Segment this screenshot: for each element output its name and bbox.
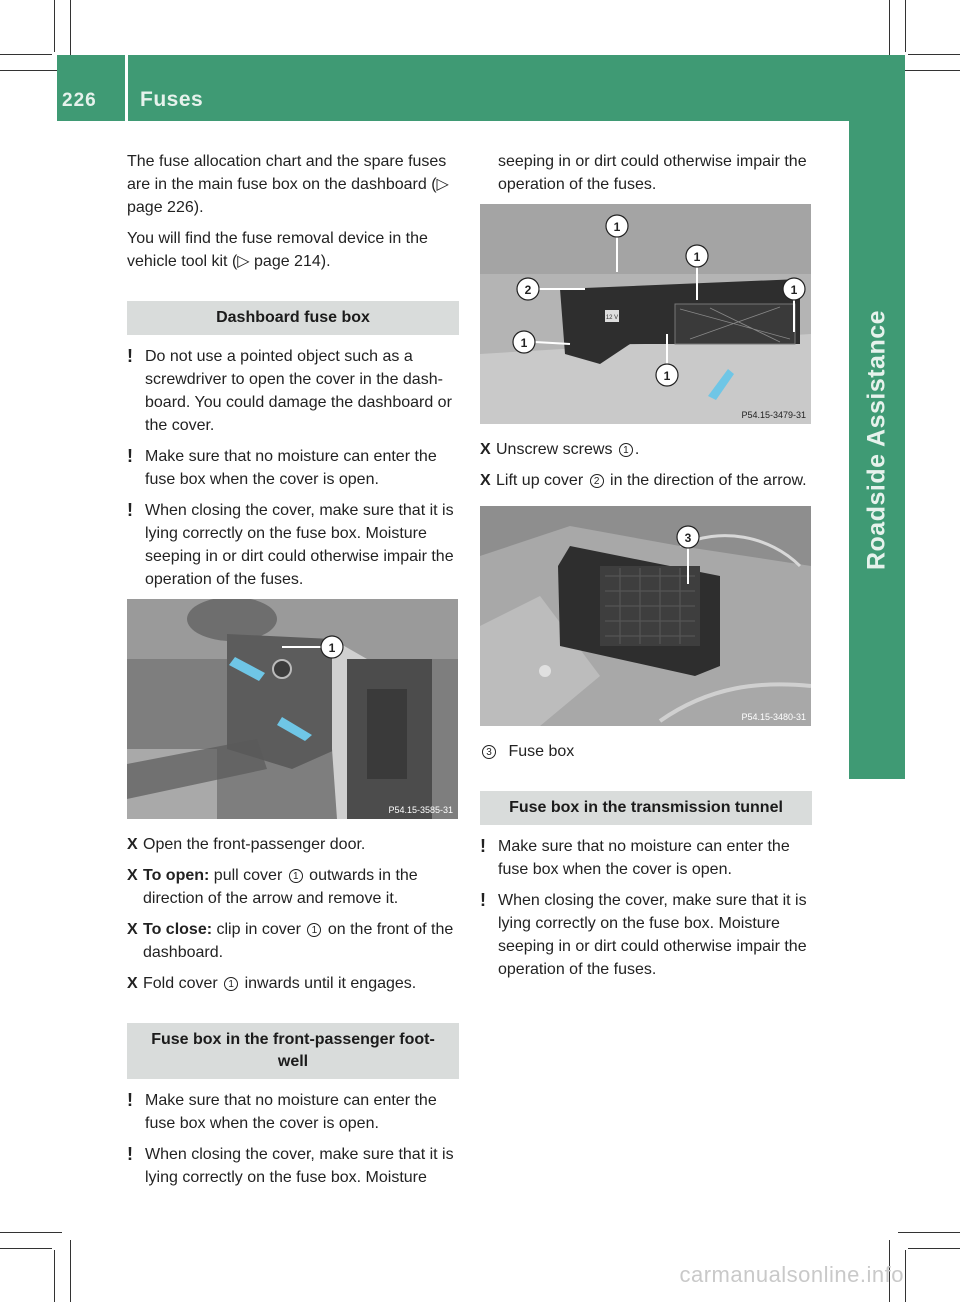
step-label: To open: — [143, 867, 210, 884]
warning-icon: ! — [480, 836, 486, 856]
crop-mark — [70, 1240, 71, 1302]
warning-note — [480, 835, 812, 881]
dashboard-fuse-cover-photo — [127, 599, 458, 819]
instruction-step — [127, 972, 459, 995]
instruction-step — [127, 864, 459, 910]
crop-mark — [908, 1248, 960, 1249]
fuse-label: 12 V — [605, 315, 619, 321]
right-column — [480, 150, 812, 989]
callout-label: 3 — [684, 531, 692, 545]
callout-label: 1 — [663, 369, 671, 383]
warning-note — [127, 1089, 459, 1135]
warning-text: Make sure that no moisture can enter the fuse box when the cover is open. — [498, 838, 790, 878]
warning-text: Do not use a pointed object such as a screwdriver to open the cover in the dash-board. You could damage the dashboard or the cover. — [145, 348, 452, 434]
warning-text: When closing the cover, make sure that it is lying correctly on the fuse box. Moisture seeping in or dirt could otherwise impair the operation of the fuses. — [498, 892, 807, 978]
step-marker-icon: X — [480, 472, 491, 489]
footwell-photo-illustration — [480, 204, 811, 424]
step-marker-icon: X — [127, 975, 138, 992]
step-marker-icon: X — [127, 867, 138, 884]
left-column — [127, 150, 459, 1197]
warning-note — [127, 499, 459, 591]
crop-mark — [908, 54, 960, 55]
footer-watermark: carmanualsonline.info — [679, 1262, 904, 1287]
step-marker-icon: X — [127, 921, 138, 938]
page-title: Fuses — [140, 88, 204, 111]
page-number: 226 — [62, 90, 97, 111]
callout-ref: 3 — [482, 745, 496, 759]
intro-paragraph: You will find the fuse removal device in the vehicle tool kit (▷ page 214). — [127, 230, 428, 270]
dashboard-photo-illustration — [127, 599, 458, 819]
instruction-step — [127, 918, 459, 964]
crop-mark — [54, 0, 55, 52]
step-text: inwards until it engages. — [240, 975, 417, 992]
warning-icon: ! — [127, 346, 133, 366]
callout-label: 1 — [693, 250, 701, 264]
step-label: To close: — [143, 921, 213, 938]
warning-icon: ! — [127, 1090, 133, 1110]
step-text: clip in cover — [212, 921, 306, 938]
crop-mark — [54, 1250, 55, 1302]
instruction-step — [480, 438, 812, 461]
step-text: Fold cover — [143, 975, 223, 992]
crop-mark — [898, 1232, 960, 1233]
figure-code: P54.15-3585-31 — [388, 805, 453, 815]
step-text: Lift up cover — [496, 472, 588, 489]
crop-mark — [898, 70, 960, 71]
step-text: . — [634, 441, 640, 458]
step-text: pull cover — [209, 867, 287, 884]
warning-icon: ! — [127, 500, 133, 520]
crop-mark — [905, 0, 906, 52]
section-heading-tunnel: Fuse box in the transmission tunnel — [480, 791, 812, 825]
step-text: on the front of the dashboard. — [143, 921, 454, 961]
section-heading-dashboard: Dashboard fuse box — [127, 301, 459, 335]
callout-label: 1 — [613, 220, 621, 234]
step-text: outwards in the direction of the arrow and remove it. — [143, 867, 418, 907]
legend-text: Fuse box — [508, 743, 575, 760]
crop-mark — [905, 1250, 906, 1302]
section-heading-footwell: Fuse box in the front-passenger foot-well — [127, 1023, 459, 1079]
warning-icon: ! — [127, 446, 133, 466]
chapter-tab-label: Roadside Assistance — [862, 309, 891, 571]
warning-icon: ! — [127, 1144, 133, 1164]
warning-text: Make sure that no moisture can enter the fuse box when the cover is open. — [145, 1092, 437, 1132]
step-text: Unscrew screws — [496, 441, 617, 458]
warning-note — [127, 345, 459, 437]
continued-text: seeping in or dirt could otherwise impair the operation of the fuses. — [498, 153, 807, 193]
callout-label: 1 — [328, 641, 336, 655]
callout-ref: 1 — [307, 923, 321, 937]
fuse-box-photo — [480, 506, 811, 726]
callout-ref: 2 — [590, 474, 604, 488]
callout-label: 1 — [520, 336, 528, 350]
warning-text: Make sure that no moisture can enter the fuse box when the cover is open. — [145, 448, 437, 488]
warning-text: When closing the cover, make sure that it is lying correctly on the fuse box. Moisture — [145, 1146, 454, 1186]
instruction-step — [480, 469, 812, 492]
callout-label: 2 — [524, 283, 532, 297]
crop-mark — [70, 0, 71, 62]
warning-note — [480, 889, 812, 981]
intro-paragraph: The fuse allocation chart and the spare fuses are in the main fuse box on the dashboard (▷ page 226). — [127, 153, 449, 216]
callout-ref: 1 — [619, 443, 633, 457]
step-marker-icon: X — [480, 441, 491, 458]
crop-mark — [0, 54, 52, 55]
callout-ref: 1 — [224, 977, 238, 991]
warning-note — [127, 1143, 459, 1189]
step-text: Open the front-passenger door. — [143, 836, 366, 853]
instruction-step — [127, 833, 459, 856]
warning-text: When closing the cover, make sure that it is lying correctly on the fuse box. Moisture seeping in or dirt could otherwise impair the operation of the fuses. — [145, 502, 454, 588]
crop-mark — [0, 70, 62, 71]
figure-legend — [480, 740, 812, 763]
crop-mark — [889, 0, 890, 62]
callout-ref: 1 — [289, 869, 303, 883]
step-text: in the direction of the arrow. — [605, 472, 807, 489]
step-marker-icon: X — [127, 836, 138, 853]
crop-mark — [0, 1248, 52, 1249]
warning-icon: ! — [480, 890, 486, 910]
warning-note — [127, 445, 459, 491]
header-divider — [125, 55, 128, 121]
callout-label: 1 — [790, 283, 798, 297]
figure-code: P54.15-3479-31 — [741, 410, 806, 420]
crop-mark — [0, 1232, 62, 1233]
fuse-box-photo-illustration — [480, 506, 811, 726]
figure-code: P54.15-3480-31 — [741, 712, 806, 722]
footwell-fuse-cover-photo — [480, 204, 811, 424]
